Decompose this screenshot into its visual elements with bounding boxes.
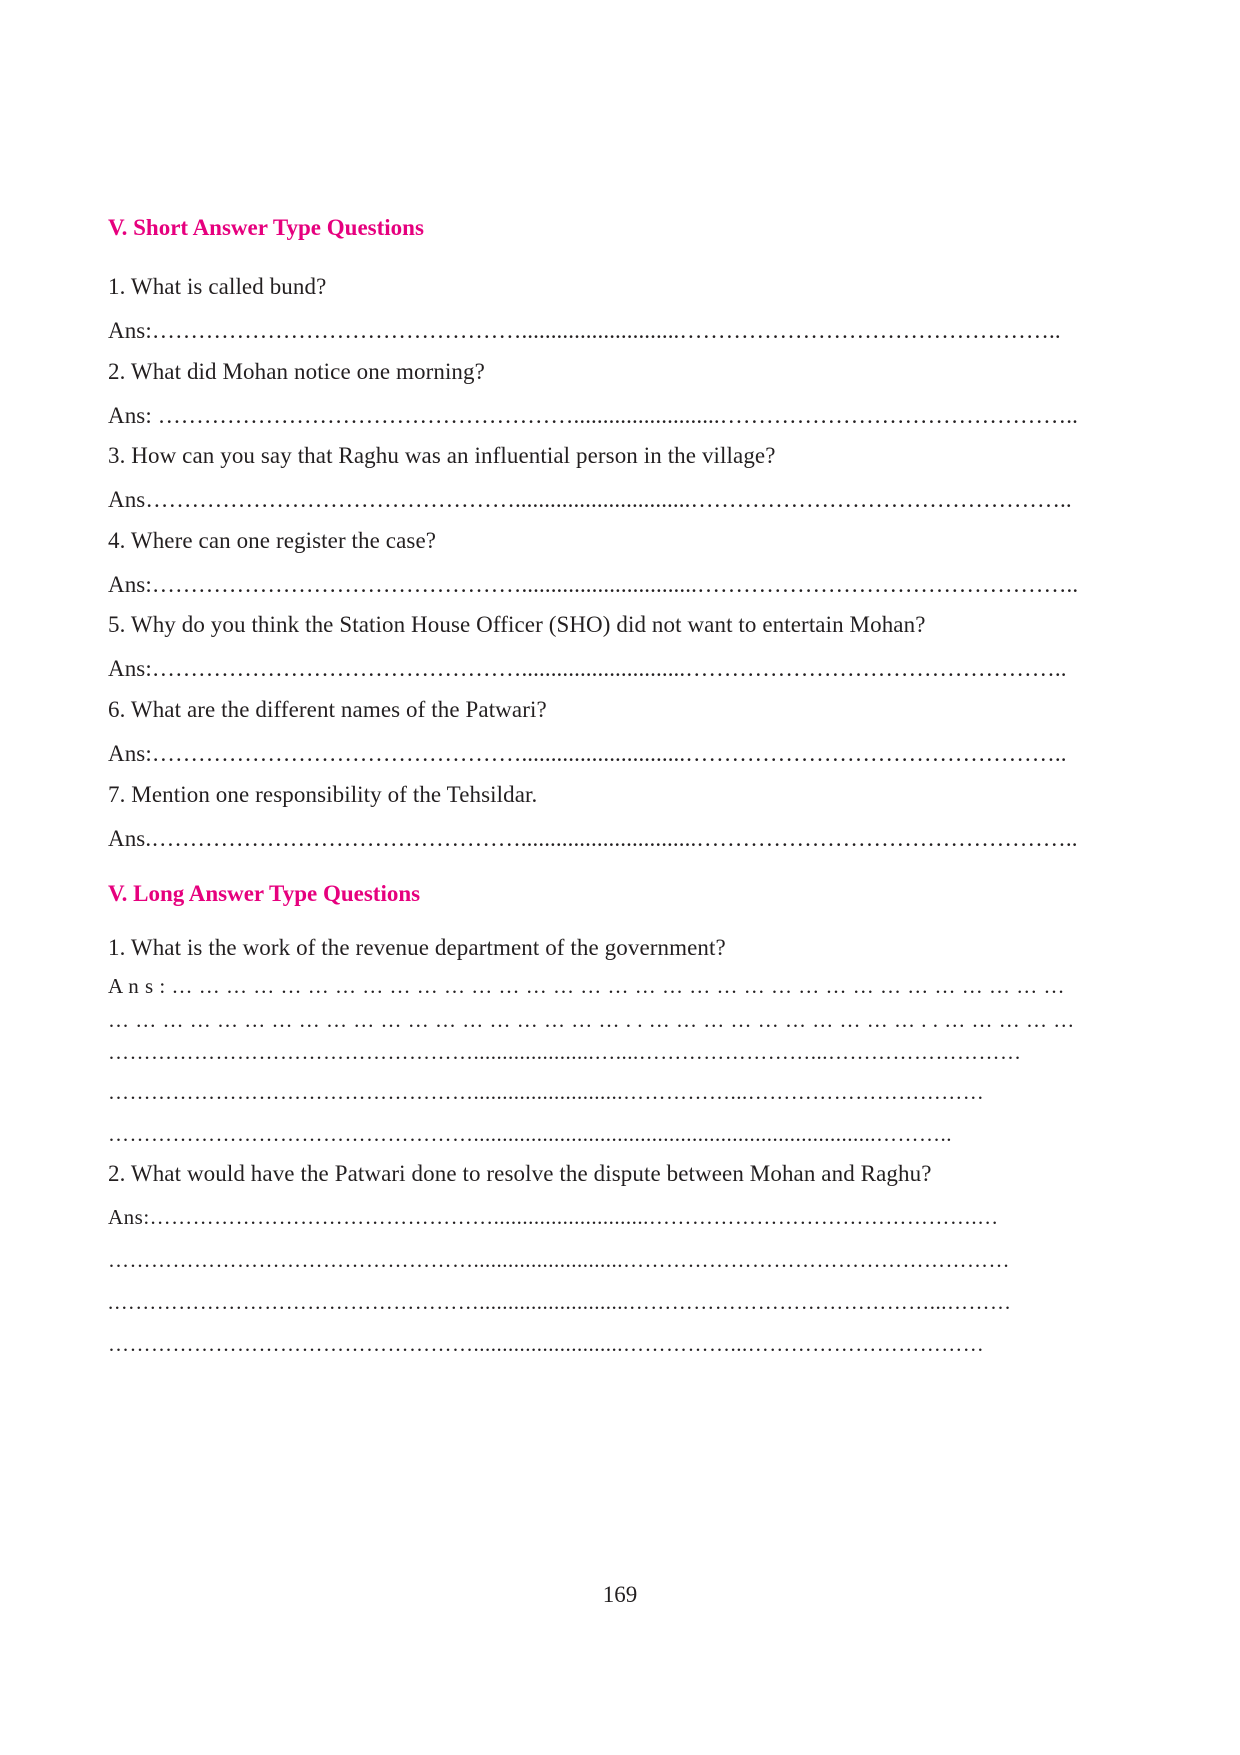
long-question-2: 2. What would have the Patwari done to resolve the dispute between Mohan and Raghu? [108,1161,932,1186]
short-answer-line-7: Ans.…………………………………………..............................………………………………………….. [108,826,1078,851]
short-question-3: 3. How can you say that Raghu was an influential person in the village? [108,443,776,468]
short-answer-line-2: Ans: ……………………………………………….........................……………………………………….. [108,403,1078,428]
short-question-1: 1. What is called bund? [108,274,327,299]
long-answer-1-line-2: … … … … … … … … … … … … … … … … … … … . . … … … … … … … … … … . . … … … … … [108,1008,1075,1032]
short-answer-line-3: Ans…………………………………………..............................………………………………………….. [108,487,1072,512]
long-answer-2-line-2: ……………………………………………..........................……………………………………………… [108,1248,1010,1272]
short-question-2: 2. What did Mohan notice one morning? [108,359,485,384]
short-answer-line-6: Ans:…………………………………………............................………………………………………….. [108,741,1067,766]
short-answer-heading: V. Short Answer Type Questions [108,215,424,240]
long-answer-1-line-5: ……………………………………………......................................................................……….. [108,1122,952,1146]
short-question-4: 4. Where can one register the case? [108,528,437,553]
page-number: 169 [602,1582,638,1607]
short-question-5: 5. Why do you think the Station House Officer (SHO) did not want to entertain Mohan? [108,612,926,637]
short-question-6: 6. What are the different names of the Patwari? [108,697,547,722]
long-answer-heading: V. Long Answer Type Questions [108,881,421,906]
long-answer-1-line-3: …………………………………………….....................…....……………………...……………………… [108,1040,1022,1064]
long-question-1: 1. What is the work of the revenue department of the government? [108,935,726,960]
short-answer-line-1: Ans:…………………………………………...........................………………………………………….. [108,318,1061,343]
short-answer-line-4: Ans:…………………………………………..............................………………………………………….. [108,572,1079,597]
long-answer-1-line-4: ……………………………………………..........................……………...…………………………… [108,1080,985,1104]
short-answer-line-5: Ans:…………………………………………............................………………………………………….. [108,656,1067,681]
short-question-7: 7. Mention one responsibility of the Tehsildar. [108,782,538,807]
long-answer-2-line-3: .……………………………………………..........................……………………………………...……… [108,1290,1012,1314]
long-answer-2-line-4: ……………………………………………..........................……………...…………………………… [108,1332,985,1356]
long-answer-2-line-1: Ans:…………………………………………...........................……………………………………….… [108,1205,999,1229]
long-answer-1-line-1: A n s : … … … … … … … … … … … … … … … … … … … … … … … … … … … … … … … … … [108,974,1066,998]
